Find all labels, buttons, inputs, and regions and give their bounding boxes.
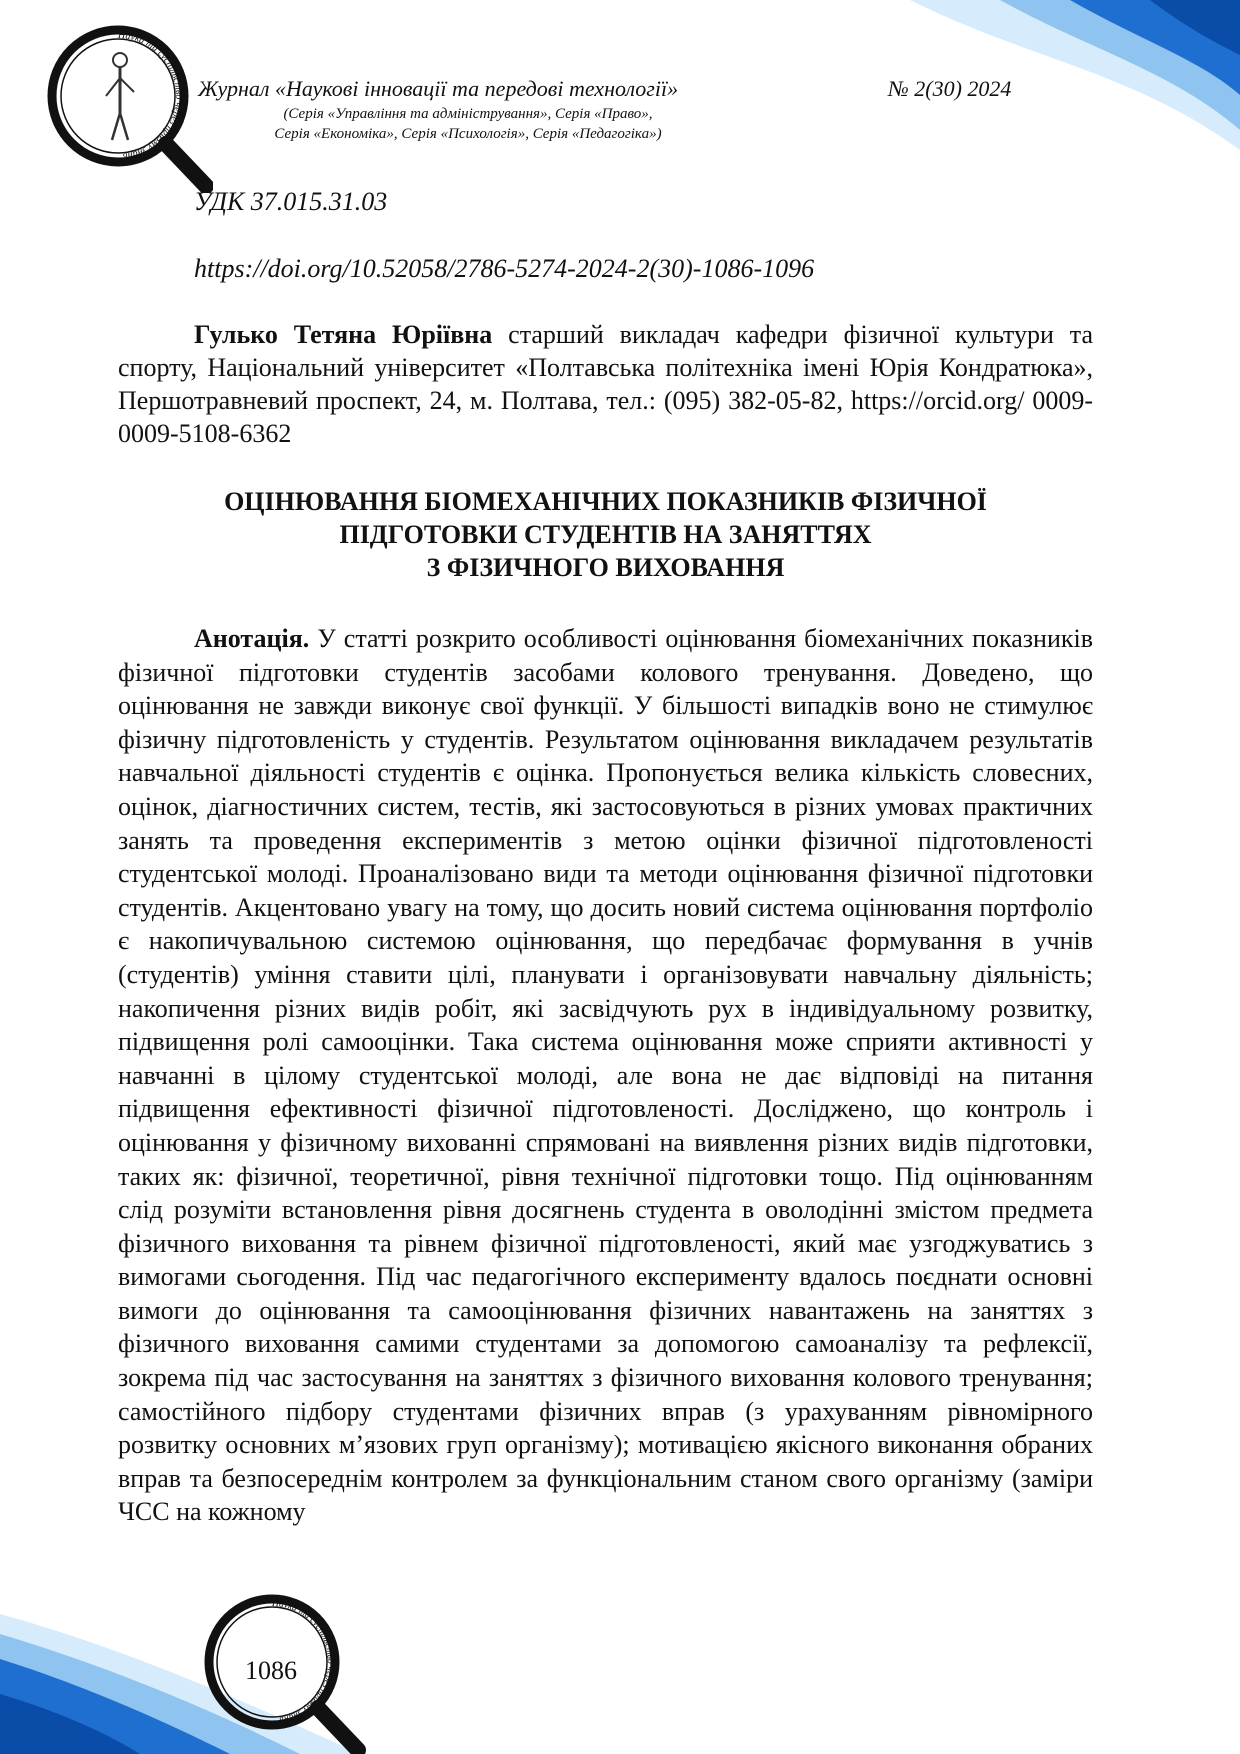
author-affiliation: старший викладач кафедри фізичної культури та спорту, Національний університет «Полтавська політехніка імені Юрія Кондратюка», Першотравневий проспект, 24, м. Полтава, тел.: (095) 382-05-82, https://orcid.org/ 0009-0009-5108-6362 bbox=[118, 320, 1093, 448]
journal-title: Журнал «Наукові інновації та передові технології» bbox=[198, 76, 679, 101]
author-name: Гулько Тетяна Юріївна bbox=[194, 320, 493, 349]
abstract-text: У статті розкрито особливості оцінювання біомеханічних показників фізичної підготовки студентів засобами колового тренування. Доведено, що оцінювання не завжди виконує свої функції. У більшості випадків воно не стимулює фізичну підготовленість у студентів. Результатом оцінювання викладачем результатів навчальної діяльності студентів є оцінка. Пропонується велика кількість словесних, оцінок, діагностичних систем, тестів, які застосовуються в різних умовах практичних занять та проведення експериментів з метою оцінки фізичної підготовленості студентської молоді. Проаналізовано види та методи оцінювання фізичної підготовки студентів. Акцентовано увагу на тому, що досить новий система оцінювання портфоліо є накопичувальною системою оцінювання, що передбачає формування в учнів (студентів) уміння ставити цілі, планувати і організовувати навчальну діяльність; накопичення різних видів робіт, які засвідчують рух в індивідуальному розвитку, підвищення ролі самооцінки. Така система оцінювання може сприяти активності у навчанні в цілому студентської молоді, але вона не дає відповіді на питання підвищення ефективності фізичної підготовленості. Досліджено, що контроль і оцінювання у фізичному вихованні спрямовані на виявлення різних видів підготовки, таких як: фізичної, теоретичної, рівня технічної підготовки тощо. Під оцінюванням слід розуміти встановлення рівня досягнень студента в оволодінні змістом предмета фізичного виховання та рівнем фізичної підготовленості, який має узгоджуватись з вимогами сьогодення. Під час педагогічного експерименту вдалось поєднати основні вимоги до оцінювання та самооцінювання фізичних навантажень на заняттях з фізичного виховання самими студентами за допомогою самоаналізу та рефлексії, зокрема під час застосування на заняттях з фізичного виховання колового тренування; самостійного підбору студентами фізичних вправ (з урахуванням рівномірного розвитку основних м’язових груп організму); мотивацією якісного виконання обраних вправ та безпосереднім контролем за функціональним станом свого організму (заміри ЧСС на кожному bbox=[118, 624, 1093, 1527]
footer-logo-ring-text: Наука та суспільство через призму знань bbox=[271, 1598, 335, 1725]
udk-code: УДК 37.015.31.03 bbox=[194, 187, 388, 216]
series-line-1: (Серія «Управління та адміністрування», Серія «Право», bbox=[283, 106, 653, 122]
journal-logo-magnifier-icon bbox=[38, 18, 213, 193]
abstract-block bbox=[118, 622, 1093, 1529]
title-line-3: З ФІЗИЧНОГО ВИХОВАННЯ bbox=[426, 553, 785, 582]
page-number: 1086 bbox=[245, 1656, 297, 1685]
abstract-label: Анотація. bbox=[194, 624, 310, 653]
author-block bbox=[118, 318, 1093, 450]
title-line-1: ОЦІНЮВАННЯ БІОМЕХАНІЧНИХ ПОКАЗНИКІВ ФІЗИЧНОЇ bbox=[224, 487, 987, 516]
journal-series bbox=[198, 104, 738, 144]
title-line-2: ПІДГОТОВКИ СТУДЕНТІВ НА ЗАНЯТТЯХ bbox=[339, 520, 872, 549]
series-line-2: Серія «Економіка», Серія «Психологія», Серія «Педагогіка») bbox=[274, 126, 662, 142]
journal-issue: № 2(30) 2024 bbox=[888, 76, 1012, 101]
article-title bbox=[118, 485, 1093, 584]
doi-link[interactable]: https://doi.org/10.52058/2786-5274-2024-2(30)-1086-1096 bbox=[194, 254, 815, 283]
logo-ring-text: Наука та суспільство через призму знань bbox=[117, 29, 184, 162]
